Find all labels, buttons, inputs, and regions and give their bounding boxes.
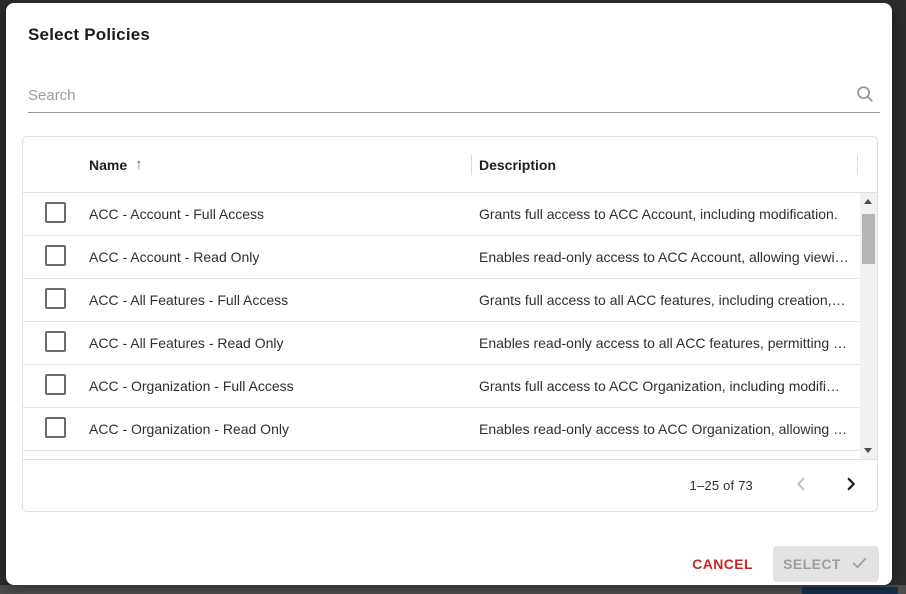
column-header-name[interactable] <box>89 156 479 173</box>
table-row[interactable] <box>23 322 877 365</box>
policy-name: ACC - Account - Read Only <box>89 249 260 265</box>
column-header-description-label: Description <box>479 156 557 173</box>
table-header-row <box>23 137 877 193</box>
table-scrollbar[interactable] <box>860 193 877 459</box>
chevron-left-icon <box>790 473 812 498</box>
row-checkbox[interactable] <box>45 374 66 395</box>
pagination-range: 1–25 of 73 <box>689 478 753 493</box>
policy-name: ACC - Account - Full Access <box>89 206 265 222</box>
scrollbar-thumb[interactable] <box>862 214 875 264</box>
pagination-next-button[interactable] <box>839 474 863 498</box>
policy-description: Enables read-only access to ACC Account, allowing viewi… <box>479 249 849 265</box>
search-input[interactable] <box>28 78 880 112</box>
scrollbar-down-arrow-icon[interactable] <box>860 442 877 459</box>
select-button[interactable] <box>773 546 879 582</box>
policy-description: Enables read-only access to ACC Organization, allowing … <box>479 421 848 437</box>
chevron-right-icon <box>840 473 862 498</box>
check-icon <box>850 553 869 575</box>
table-row[interactable] <box>23 408 877 451</box>
scrollbar-up-arrow-icon[interactable] <box>860 193 877 210</box>
policy-description: Grants full access to all ACC features, including creation,… <box>479 292 846 308</box>
table-body <box>23 193 877 459</box>
policy-name: ACC - Organization - Read Only <box>89 421 289 437</box>
search-field[interactable] <box>28 78 880 113</box>
policy-description: Grants full access to ACC Account, including modification. <box>479 206 838 222</box>
column-divider <box>471 155 472 175</box>
table-row[interactable] <box>23 365 877 408</box>
row-checkbox[interactable] <box>45 245 66 266</box>
table-row[interactable] <box>23 193 877 236</box>
background-page-fragment <box>802 587 898 594</box>
row-checkbox[interactable] <box>45 288 66 309</box>
sort-ascending-icon: ↑ <box>135 156 143 173</box>
policy-description: Grants full access to ACC Organization, including modifi… <box>479 378 841 394</box>
dialog-title: Select Policies <box>28 25 151 44</box>
policy-name: ACC - All Features - Read Only <box>89 335 284 351</box>
table-row[interactable] <box>23 279 877 322</box>
page-bottom-edge <box>0 585 906 594</box>
table-footer <box>23 459 877 511</box>
pagination-prev-button[interactable] <box>789 474 813 498</box>
policies-table-card <box>22 136 878 512</box>
row-checkbox[interactable] <box>45 417 66 438</box>
row-checkbox[interactable] <box>45 202 66 223</box>
search-icon[interactable] <box>854 83 876 105</box>
table-row[interactable] <box>23 236 877 279</box>
policy-name: ACC - All Features - Full Access <box>89 292 289 308</box>
column-header-name-label: Name <box>89 156 128 173</box>
column-divider <box>857 155 858 175</box>
select-policies-dialog <box>6 3 892 585</box>
dialog-actions <box>682 546 879 582</box>
policy-description: Enables read-only access to all ACC features, permitting … <box>479 335 848 351</box>
cancel-button[interactable]: CANCEL <box>682 548 763 580</box>
select-button-label: SELECT <box>783 556 841 572</box>
column-header-description[interactable] <box>479 157 877 173</box>
partial-next-row <box>23 451 877 459</box>
row-checkbox[interactable] <box>45 331 66 352</box>
policy-name: ACC - Organization - Full Access <box>89 378 294 394</box>
